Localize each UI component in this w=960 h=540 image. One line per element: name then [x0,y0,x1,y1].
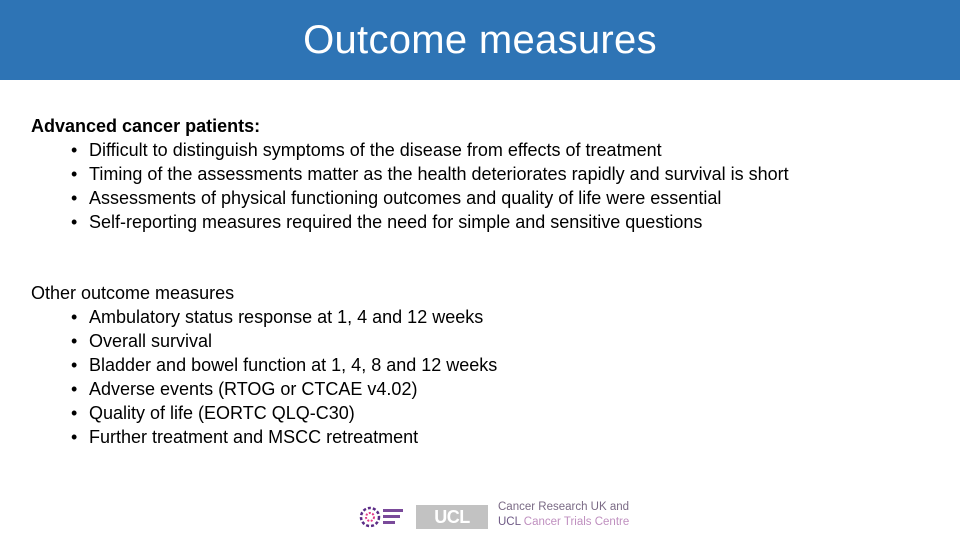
ctc-line-1: Cancer Research UK and [498,501,630,513]
ucl-logo-text: UCL [434,507,470,527]
bullet-icon: • [71,331,78,351]
list-item [31,353,497,377]
ctc-line-2 [498,515,629,530]
bullet-icon: • [71,427,78,447]
list-item-text: Further treatment and MSCC retreatment [89,427,419,447]
slide-title: Outcome measures [303,17,657,62]
ucl-logo [416,505,488,529]
bullet-icon: • [71,307,78,327]
list-item [31,329,497,353]
list-item [31,186,789,210]
list-item-text: Overall survival [89,331,213,351]
ctc-line-2-prefix: UCL [498,516,524,528]
cancer-trials-centre-logo [498,500,629,530]
list-item-text: Ambulatory status response at 1, 4 and 12 weeks [89,307,484,327]
ctc-line-2-accent: Cancer Trials Centre [523,516,630,528]
list-item [31,401,497,425]
bullet-icon: • [71,140,78,160]
bullet-icon: • [71,188,78,208]
bullet-icon: • [71,212,78,232]
list-item-text: Adverse events (RTOG or CTCAE v4.02) [89,379,418,399]
list-item-text: Timing of the assessments matter as the health deteriorates rapidly and survival is short [89,164,789,184]
bullet-icon: • [71,355,78,375]
list-item [31,210,789,234]
bullet-list [31,305,497,449]
bullet-icon: • [71,164,78,184]
section-heading: Other outcome measures [31,283,235,303]
section-other-outcome-measures [31,281,497,449]
list-item-text: Self-reporting measures required the need for simple and sensitive questions [89,212,703,232]
title-bar [0,0,960,80]
footer-logos [358,500,648,532]
section-advanced-cancer-patients [31,114,789,234]
cancer-research-uk-logo [358,504,408,530]
section-heading: Advanced cancer patients: [31,116,261,136]
list-item [31,138,789,162]
list-item-text: Quality of life (EORTC QLQ-C30) [89,403,355,423]
list-item [31,305,497,329]
bullet-icon: • [71,379,78,399]
list-item [31,425,497,449]
list-item [31,377,497,401]
list-item [31,162,789,186]
list-item-text: Difficult to distinguish symptoms of the disease from effects of treatment [89,140,662,160]
bullet-list [31,138,789,234]
list-item-text: Bladder and bowel function at 1, 4, 8 and 12 weeks [89,355,498,375]
list-item-text: Assessments of physical functioning outcomes and quality of life were essential [89,188,722,208]
bullet-icon: • [71,403,78,423]
